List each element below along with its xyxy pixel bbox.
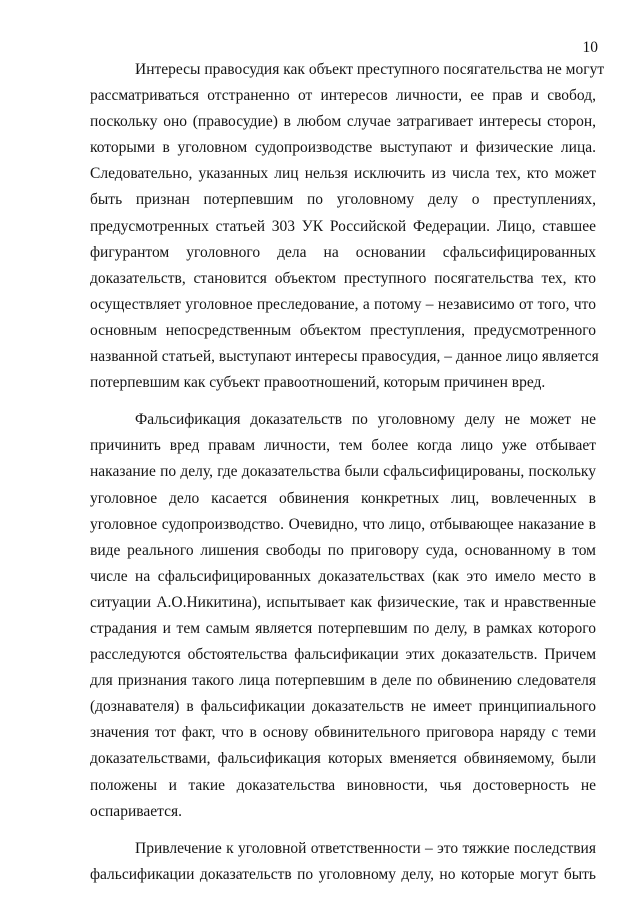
paragraph-line: основным непосредственным объектом преступления, предусмотренного xyxy=(90,321,596,339)
paragraph-line: оспаривается. xyxy=(90,802,182,820)
paragraph-1 xyxy=(90,57,605,396)
paragraph-line: фигурантом уголовного дела на основании сфальсифицированных xyxy=(90,243,596,261)
paragraph-spacer xyxy=(90,825,596,836)
paragraph-line: Привлечение к уголовной ответственности – это тяжкие последствия xyxy=(135,839,596,857)
paragraph-line: названной статьей, выступают интересы правосудия, – данное лицо является xyxy=(90,348,599,366)
document-body xyxy=(90,57,605,888)
paragraph-line: осуществляет уголовное преследование, а потому – независимо от того, что xyxy=(90,295,596,313)
paragraph-spacer xyxy=(90,396,596,407)
paragraph-line: причинить вред правам личности, тем более когда лицо уже отбывает xyxy=(90,437,596,455)
paragraph-line: фальсификации доказательств по уголовному делу, но которые могут быть xyxy=(90,865,596,883)
paragraph-line: доказательствами, фальсификация которых вменяется обвиняемому, были xyxy=(90,750,596,768)
paragraph-2 xyxy=(90,407,596,825)
paragraph-line: числе на сфальсифицированных доказательствах (как это имело место в xyxy=(90,567,596,585)
paragraph-line: быть признан потерпевшим по уголовному делу о преступлениях, xyxy=(90,191,596,209)
paragraph-line: страдания и тем самым является потерпевшим по делу, в рамках которого xyxy=(90,619,596,637)
paragraph-line: уголовное дело касается обвинения конкретных лиц, вовлеченных в xyxy=(90,489,596,507)
paragraph-line: уголовное судопроизводство. Очевидно, что лицо, отбывающее наказание в xyxy=(90,515,596,533)
paragraph-line: Следовательно, указанных лиц нельзя исключить из числа тех, кто может xyxy=(90,165,596,183)
paragraph-line: которыми в уголовном судопроизводстве выступают и физические лица. xyxy=(90,139,596,157)
paragraph-line: доказательств, становится объектом преступного посягательства тех, кто xyxy=(90,269,596,287)
paragraph-line: (дознавателя) в фальсификации доказательств не имеет принципиального xyxy=(90,698,596,716)
paragraph-line: рассматриваться отстраненно от интересов личности, ее прав и свобод, xyxy=(90,87,596,105)
paragraph-line: для признания такого лица потерпевшим в деле по обвинению следователя xyxy=(90,672,596,690)
paragraph-line: виде реального лишения свободы по приговору суда, основанному в том xyxy=(90,541,596,559)
paragraph-line: наказание по делу, где доказательства были сфальсифицированы, поскольку xyxy=(90,463,596,481)
page-number: 10 xyxy=(582,39,598,56)
paragraph-line: предусмотренных статьей 303 УК Российской Федерации. Лицо, ставшее xyxy=(90,217,596,235)
paragraph-line: Фальсификация доказательств по уголовному делу не может не xyxy=(135,411,596,429)
paragraph-line: ситуации А.О.Никитина), испытывает как физические, так и нравственные xyxy=(90,593,596,611)
paragraph-line: Интересы правосудия как объект преступного посягательства не могут xyxy=(135,61,605,78)
paragraph-line: значения тот факт, что в основу обвинительного приговора наряду с теми xyxy=(90,724,596,742)
paragraph-line: поскольку оно (правосудие) в любом случае затрагивает интересы сторон, xyxy=(90,113,596,131)
paragraph-line: расследуются обстоятельства фальсификации этих доказательств. Причем xyxy=(90,646,596,664)
paragraph-3 xyxy=(90,836,596,888)
paragraph-line: положены и такие доказательства виновности, чья достоверность не xyxy=(90,776,596,794)
paragraph-line: потерпевшим как субъект правоотношений, которым причинен вред. xyxy=(90,374,546,392)
